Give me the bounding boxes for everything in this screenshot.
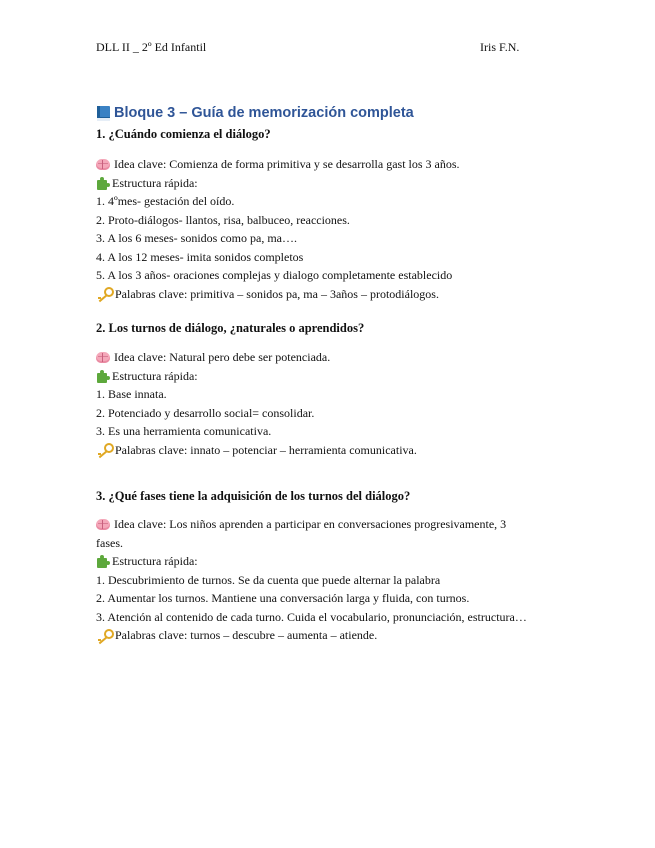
estructura-text: Estructura rápida: <box>112 554 198 568</box>
section-3-estructura <box>96 552 566 571</box>
section-1 <box>96 126 566 303</box>
brain-icon <box>96 352 110 363</box>
list-item: 5. A los 3 años- oraciones complejas y dialogo completamente establecido <box>96 268 453 282</box>
brain-icon <box>96 519 110 530</box>
section-3-title: 3. ¿Qué fases tiene la adquisición de los turnos del diálogo? <box>96 489 411 503</box>
puzzle-icon <box>96 177 108 189</box>
block-title-text: Bloque 3 – Guía de memorización completa <box>114 105 414 121</box>
list-item: 1. Base innata. <box>96 387 167 401</box>
section-3-palabras <box>96 626 566 645</box>
key-icon <box>96 287 111 300</box>
list-item: 3. Es una herramienta comunicativa. <box>96 424 272 438</box>
document-content <box>96 103 566 645</box>
palabras-text: Palabras clave: innato – potenciar – herramienta comunicativa. <box>115 442 417 457</box>
book-icon <box>96 105 111 121</box>
key-icon <box>96 443 111 456</box>
idea-text: Idea clave: Los niños aprenden a participar en conversaciones progresivamente, 3 fases. <box>96 517 507 550</box>
key-icon <box>96 629 111 642</box>
estructura-text: Estructura rápida: <box>112 368 198 383</box>
section-2-body <box>96 348 566 459</box>
section-2 <box>96 320 566 459</box>
section-2-title: 2. Los turnos de diálogo, ¿naturales o aprendidos? <box>96 321 365 335</box>
estructura-text: Estructura rápida: <box>112 175 198 190</box>
list-item: 2. Potenciado y desarrollo social= consolidar. <box>96 405 315 420</box>
block-title <box>96 103 566 123</box>
list-item: 1. 4ºmes- gestación del oído. <box>96 194 235 208</box>
section-1-palabras <box>96 285 566 304</box>
list-item: 3. A los 6 meses- sonidos como pa, ma…. <box>96 231 297 245</box>
section-2-idea <box>96 348 566 367</box>
section-3-idea <box>96 515 536 552</box>
list-item: 2. Proto-diálogos- llantos, risa, balbuceo, reacciones. <box>96 212 350 227</box>
section-3 <box>96 488 566 645</box>
section-1-title: 1. ¿Cuándo comienza el diálogo? <box>96 127 271 141</box>
idea-text: Idea clave: Natural pero debe ser potenciada. <box>114 350 331 364</box>
list-item: 3. Atención al contenido de cada turno. Cuida el vocabulario, pronunciación, estructura… <box>96 609 527 624</box>
puzzle-icon <box>96 370 108 382</box>
list-item: 4. A los 12 meses- imita sonidos completos <box>96 249 304 264</box>
section-3-body <box>96 515 566 645</box>
header-course: DLL II _ 2º Ed Infantil <box>96 40 207 54</box>
section-1-body <box>96 155 566 303</box>
brain-icon <box>96 159 110 170</box>
idea-text: Idea clave: Comienza de forma primitiva y se desarrolla gast los 3 años. <box>114 157 460 171</box>
section-1-idea <box>96 155 566 174</box>
list-item: 2. Aumentar los turnos. Mantiene una conversación larga y fluida, con turnos. <box>96 591 470 605</box>
section-2-estructura <box>96 367 566 386</box>
section-2-palabras <box>96 441 566 460</box>
palabras-text: Palabras clave: turnos – descubre – aumenta – atiende. <box>115 628 378 642</box>
list-item: 1. Descubrimiento de turnos. Se da cuenta que puede alternar la palabra <box>96 572 441 587</box>
section-1-estructura <box>96 174 566 193</box>
puzzle-icon <box>96 555 108 567</box>
header-author: Iris F.N. <box>480 40 520 54</box>
palabras-text: Palabras clave: primitiva – sonidos pa, ma – 3años – protodiálogos. <box>115 286 439 301</box>
